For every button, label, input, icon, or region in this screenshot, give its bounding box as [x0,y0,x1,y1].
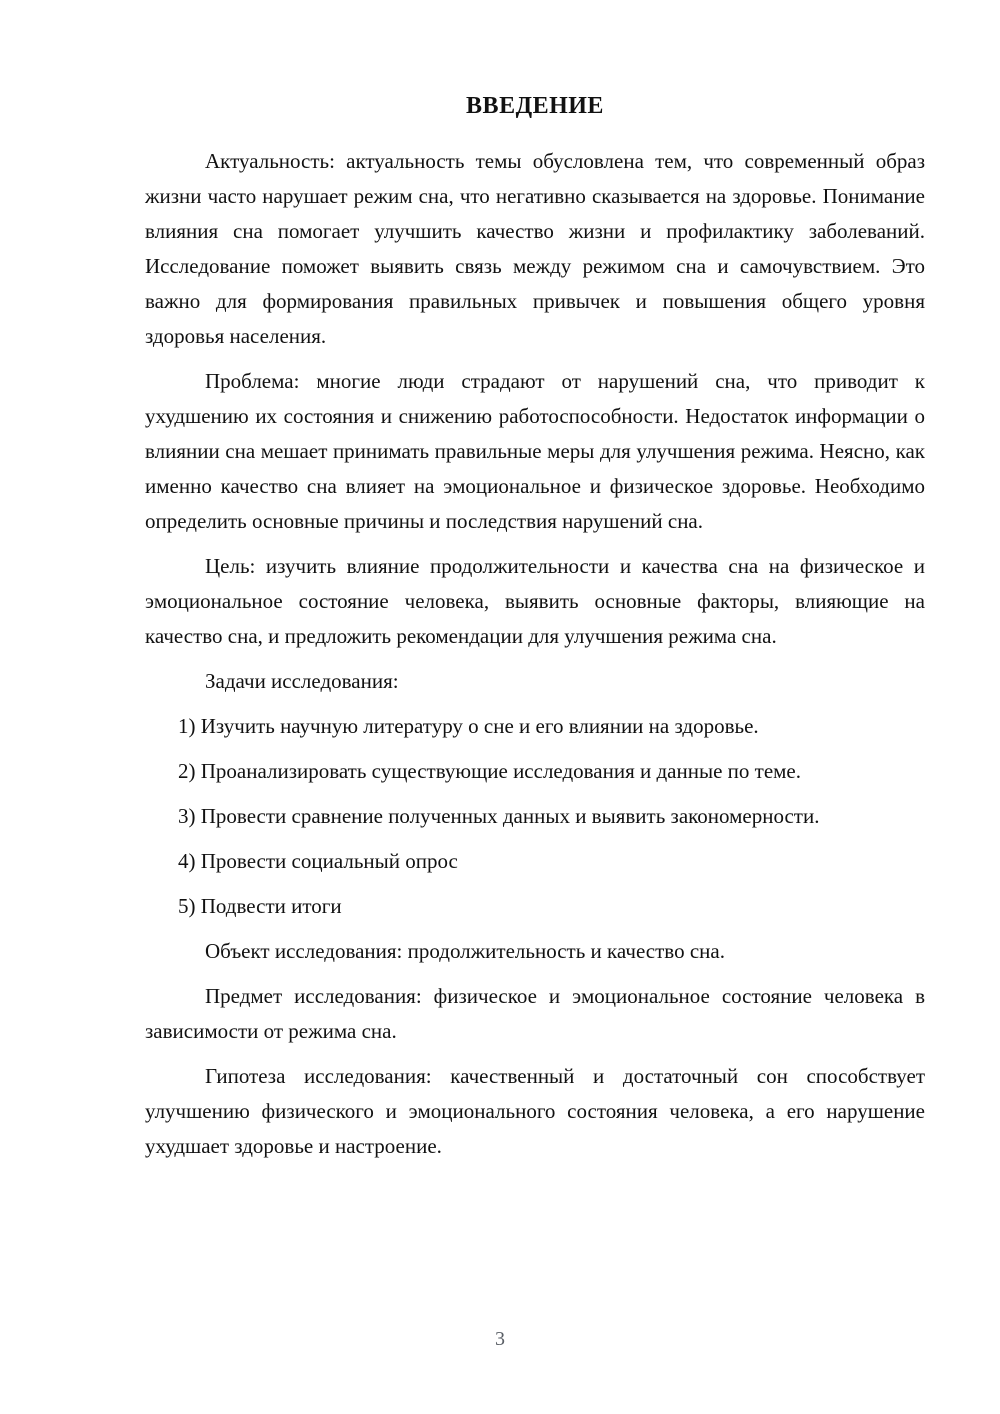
paragraph-relevance: Актуальность: актуальность темы обусловлена тем, что современный образ жизни часто нарушает режим сна, что негативно сказывается на здоровье. Понимание влияния сна помогает улучшить качество жизни и профилактику заболеваний. Исследование поможет выявить связь между режимом сна и самочувствием. Это важно для формирования правильных привычек и повышения общего уровня здоровья населения. [145,149,925,348]
paragraph-subject: Предмет исследования: физическое и эмоциональное состояние человека в зависимости от режима сна. [145,984,925,1043]
task-item-3: 3) Провести сравнение полученных данных и выявить закономерности. [178,804,820,828]
task-item-4: 4) Провести социальный опрос [178,849,458,873]
paragraph-goal: Цель: изучить влияние продолжительности и качества сна на физическое и эмоциональное состояние человека, выявить основные факторы, влияющие на качество сна, и предложить рекомендации для улучшения режима сна. [145,554,925,648]
page-title: ВВЕДЕНИЕ [466,93,604,119]
paragraph-object: Объект исследования: продолжительность и качество сна. [205,939,725,963]
paragraph-problem: Проблема: многие люди страдают от нарушений сна, что приводит к ухудшению их состояния и снижению работоспособности. Недостаток информации о влиянии сна мешает принимать правильные меры для улучшения режима. Неясно, как именно качество сна влияет на эмоциональное и физическое здоровье. Необходимо определить основные причины и последствия нарушений сна. [145,369,925,533]
task-item-1: 1) Изучить научную литературу о сне и его влиянии на здоровье. [178,714,759,738]
tasks-heading: Задачи исследования: [205,669,399,693]
document-content [145,90,925,1164]
task-item-2: 2) Проанализировать существующие исследования и данные по теме. [178,759,801,783]
task-item-5: 5) Подвести итоги [178,894,342,918]
paragraph-hypothesis: Гипотеза исследования: качественный и достаточный сон способствует улучшению физического и эмоционального состояния человека, а его нарушение ухудшает здоровье и настроение. [145,1064,925,1158]
page-number: 3 [495,1328,505,1350]
